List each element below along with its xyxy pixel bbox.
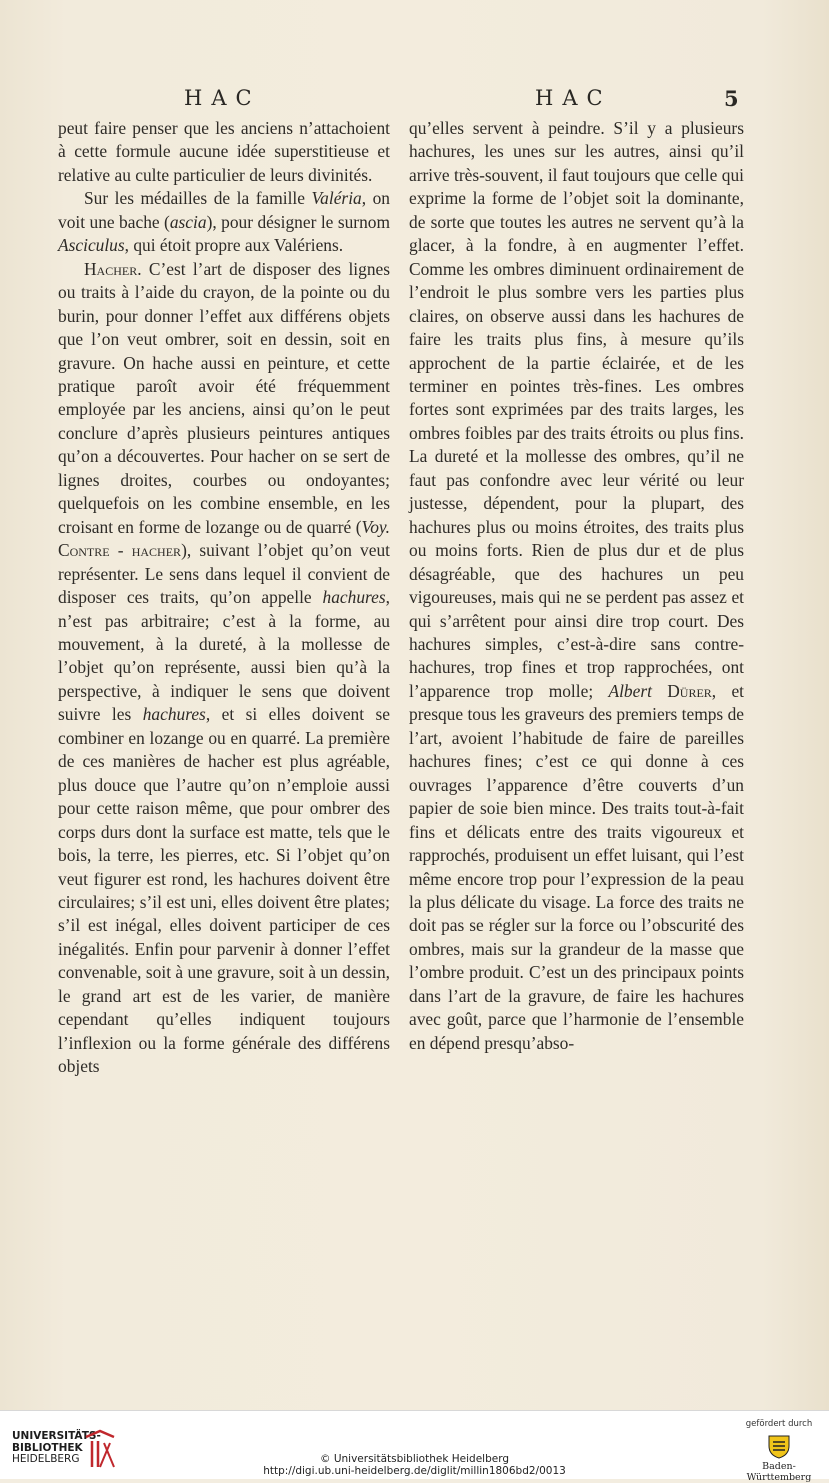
left-text-column: [58, 117, 390, 1079]
page-number: 5: [724, 86, 739, 111]
sponsor-name: Baden-Württemberg: [746, 1461, 812, 1483]
paragraph-hacher: Hacher. C’est l’art de disposer des lignes ou traits à l’aide du crayon, de la pointe ou du burin, pour donner l’effet aux différens objets que l’on veut ombrer, soit en dessin, soit en gravure. On hache aussi en peinture, et cette pratique paroît avoir été fréquemment employée par les anciens, ainsi qu’on le peut conclure d’après plusieurs peintures antiques qu’on a découvertes. Pour hacher on se sert de lignes droites, courbes ou ondoyantes; quelquefois on les combine ensemble, en les croisant en forme de lozange ou de quarré (Voy. Contre - hacher), suivant l’objet qu’on veut représenter. Le sens dans lequel il convient de disposer ces traits, qu’on appelle hachures, n’est pas arbitraire; c’est à la forme, au mouvement, à la dureté, à la mollesse de l’objet qu’on représente, aussi bien qu’à la perspective, à indiquer le sens que doivent suivre les hachures, et si elles doivent se combiner en lozange ou en quarré. La première de ces manières de hacher est plus agréable, plus douce que l’autre qu’on n’emploie aussi pour cette raison même, que pour ombrer des corps durs dont la surface est matte, tels que le bois, la terre, les pierres, etc. Si l’objet qu’on veut figurer est rond, les hachures doivent être circulaires; s’il est uni, elles doivent être plates; s’il est inégal, elles doivent participer de ces inégalités. Enfin pour parvenir à donner l’effet convenable, soit à une gravure, soit à un dessin, le grand art est de les varier, de manière cependant qu’elles indiquent toujours l’inflexion ou la forme générale des différens objets: [58, 258, 391, 1077]
italic-ascia: ascia: [169, 211, 207, 232]
permalink-url[interactable]: http://digi.ub.uni-heidelberg.de/diglit/millin1806bd2/0013: [263, 1465, 566, 1477]
running-head-left: HAC: [184, 86, 261, 110]
italic-hachures: hachures: [322, 587, 386, 608]
running-head-right: HAC: [535, 86, 612, 110]
right-text-column: [409, 117, 744, 1055]
paragraph-medailles: Sur les médailles de la famille Valéria, on voit une bache (ascia), pour désigner le surnom Asciculus, qui étoit propre aux Valériens.: [58, 188, 390, 256]
sponsor-block: [739, 1419, 819, 1483]
italic-asciculus: Asciculus: [58, 235, 125, 256]
cross-reference-contre-hacher: Contre - hacher: [58, 540, 182, 561]
paragraph-continuation-right: qu’elles servent à peindre. S’il y a plusieurs hachures, les unes sur les autres, ainsi qu’il arrive très-souvent, il faut toujours que celle qui exprime la forme de l’objet soit la dominante, de sorte que toutes les autres ne servent qu’à la glacer, à la fondre, à en augmenter l’effet. Comme les ombres diminuent ordinairement de l’endroit le plus sombre vers les parties plus claires, on observe aussi dans les hachures de faire les traits plus fins, à mesure qu’ils approchent de la partie éclairée, et de les terminer en pointes très-fines. Les ombres fortes sont exprimées par des traits larges, les ombres foibles par des traits étroits ou plus fins. La dureté et la mollesse des ombres, qu’il ne faut pas confondre avec leur vérité ou leur justesse, dépendent, pour la plupart, des hachures plus ou moins étroites, des traits plus ou moins forts. Rien de plus dur et de plus désagréable, que des hachures un peu vigoureuses, mais qui ne se perdent pas assez et qui s’arrêtent pour ainsi dire trop court. Des hachures simples, c’est-à-dire sans contre-hachures, trop fines et trop rapprochées, ont l’apparence trop molle; Albert Dürer, et presque tous les graveurs des premiers temps de l’art, avoient l’habitude de faire de pareilles hachures fines; c’est ce qui donne à ces ouvrages l’apparence d’être couverts d’un papier de soie bien mince. Des traits tout-à-fait fins et délicats entre des traits vigoureux et rapprochés, produisent un effet luisant, qui l’est même encore trop pour l’expression de la peau la plus délicate du visage. La force des traits ne doit pas se régler sur la force ou l’obscurité des ombres, mais sur la grandeur de la masse que l’ombre produit. C’est un des principaux points dans l’art de la gravure, de faire les hachures avec goût, parce que l’harmonie de l’ensemble en dépend presqu’abso-: [409, 118, 744, 1053]
copyright-block: [0, 1453, 829, 1477]
paragraph-continuation: peut faire penser que les anciens n’attachoient à cette formule aucune idée superstitieuse et relative au culte particulier de leurs divinités.: [58, 118, 390, 185]
italic-hachures: hachures: [142, 704, 206, 725]
italic-voy: Voy.: [361, 516, 390, 537]
name-durer: Dürer: [651, 680, 712, 701]
digitization-footer: [0, 1410, 829, 1483]
coat-of-arms-icon: [764, 1433, 794, 1459]
italic-valeria: Valéria: [311, 188, 362, 209]
library-name-line3: HEIDELBERG: [12, 1453, 80, 1465]
library-name-line2: BIBLIOTHEK: [12, 1441, 83, 1454]
italic-albert: Albert: [608, 680, 652, 701]
entry-headword-hacher: Hacher.: [84, 258, 142, 279]
sponsor-label: gefördert durch: [745, 1419, 813, 1429]
library-name-line1: UNIVERSITÄTS-: [12, 1430, 101, 1442]
copyright-text: © Universitätsbibliothek Heidelberg: [319, 1453, 509, 1465]
